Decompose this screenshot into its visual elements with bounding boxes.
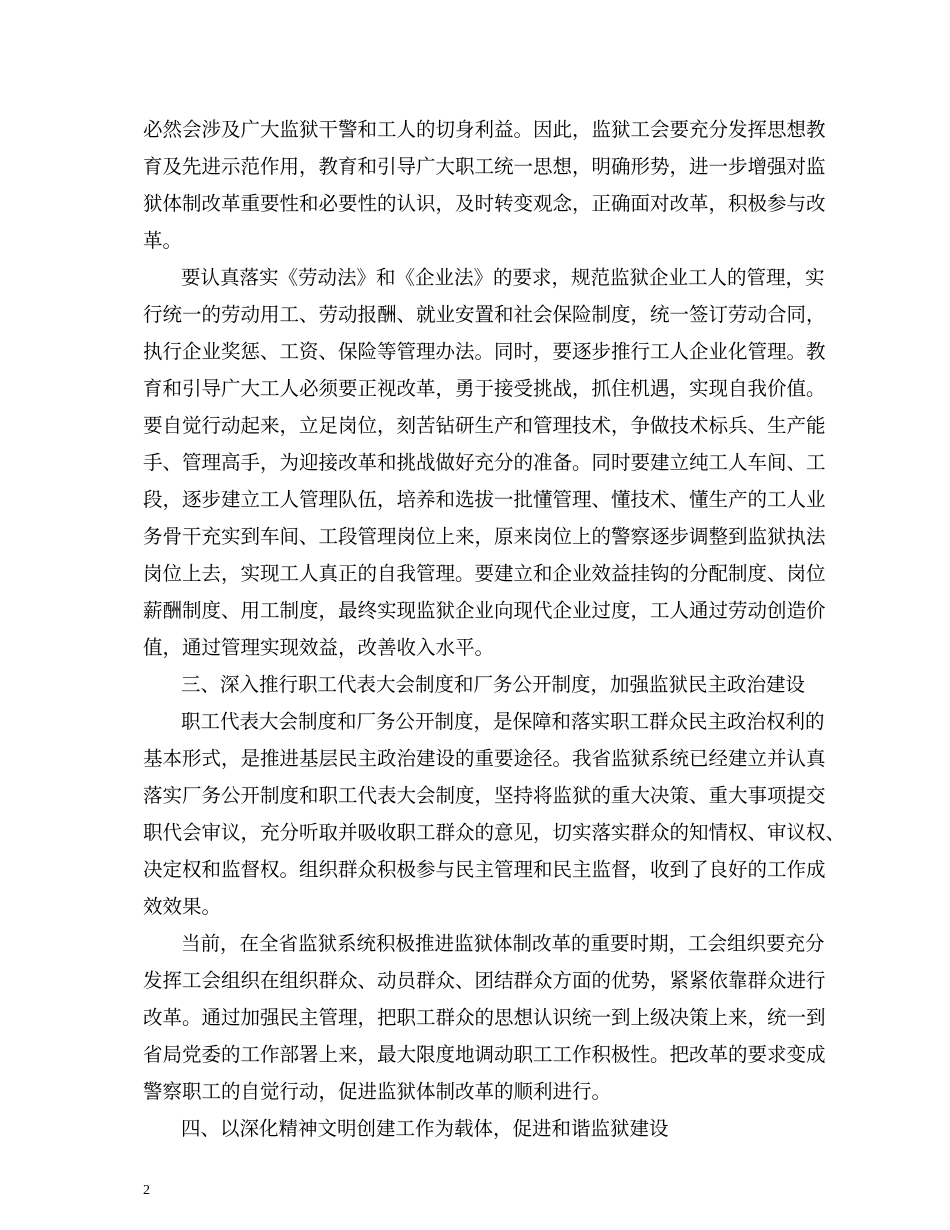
text-line: 职代会审议，充分听取并吸收职工群众的意见，切实落实群众的知情权、审议权、 xyxy=(143,821,846,844)
text-line: 段，逐步建立工人管理队伍，培养和选拔一批懂管理、懂技术、懂生产的工人业 xyxy=(143,488,826,511)
text-line: 值，通过管理实现效益，改善收入水平。 xyxy=(143,636,495,659)
section-heading: 四、以深化精神文明创建工作为载体，促进和谐监狱建设 xyxy=(181,1117,669,1140)
section-heading: 三、深入推行职工代表大会制度和厂务公开制度，加强监狱民主政治建设 xyxy=(181,673,806,696)
text-line: 基本形式，是推进基层民主政治建设的重要途径。我省监狱系统已经建立并认真 xyxy=(143,747,826,770)
text-line: 落实厂务公开制度和职工代表大会制度，坚持将监狱的重大决策、重大事项提交 xyxy=(143,784,826,807)
text-line: 决定权和监督权。组织群众积极参与民主管理和民主监督，收到了良好的工作成 xyxy=(143,858,826,881)
text-line: 狱体制改革重要性和必要性的认识，及时转变观念，正确面对改革，积极参与改 xyxy=(143,192,826,215)
text-line: 省局党委的工作部署上来，最大限度地调动职工工作积极性。把改革的要求变成 xyxy=(143,1043,826,1066)
text-line: 要自觉行动起来，立足岗位，刻苦钻研生产和管理技术，争做技术标兵、生产能 xyxy=(143,414,826,437)
page-number: 2 xyxy=(143,1183,150,1198)
text-line: 手、管理高手，为迎接改革和挑战做好充分的准备。同时要建立纯工人车间、工 xyxy=(143,451,826,474)
text-line: 警察职工的自觉行动，促进监狱体制改革的顺利进行。 xyxy=(143,1080,612,1103)
text-line: 执行企业奖惩、工资、保险等管理办法。同时，要逐步推行工人企业化管理。教 xyxy=(143,340,826,363)
text-line: 发挥工会组织在组织群众、动员群众、团结群众方面的优势，紧紧依靠群众进行 xyxy=(143,969,826,992)
text-line: 育及先进示范作用，教育和引导广大职工统一思想，明确形势，进一步增强对监 xyxy=(143,155,826,178)
text-line: 行统一的劳动用工、劳动报酬、就业安置和社会保险制度，统一签订劳动合同， xyxy=(143,303,826,326)
paragraph-first-line: 当前，在全省监狱系统积极推进监狱体制改革的重要时期，工会组织要充分 xyxy=(181,932,825,955)
paragraph-first-line: 职工代表大会制度和厂务公开制度，是保障和落实职工群众民主政治权利的 xyxy=(181,710,825,733)
text-line: 必然会涉及广大监狱干警和工人的切身利益。因此，监狱工会要充分发挥思想教 xyxy=(143,118,826,141)
text-line: 务骨干充实到车间、工段管理岗位上来，原来岗位上的警察逐步调整到监狱执法 xyxy=(143,525,826,548)
text-line: 育和引导广大工人必须要正视改革，勇于接受挑战，抓住机遇，实现自我价值。 xyxy=(143,377,826,400)
text-line: 革。 xyxy=(143,229,183,252)
text-line: 薪酬制度、用工制度，最终实现监狱企业向现代企业过度，工人通过劳动创造价 xyxy=(143,599,826,622)
text-line: 改革。通过加强民主管理，把职工群众的思想认识统一到上级决策上来，统一到 xyxy=(143,1006,826,1029)
text-line: 效效果。 xyxy=(143,895,222,918)
text-line: 岗位上去，实现工人真正的自我管理。要建立和企业效益挂钩的分配制度、岗位 xyxy=(143,562,826,585)
paragraph-first-line: 要认真落实《劳动法》和《企业法》的要求，规范监狱企业工人的管理，实 xyxy=(181,266,825,289)
